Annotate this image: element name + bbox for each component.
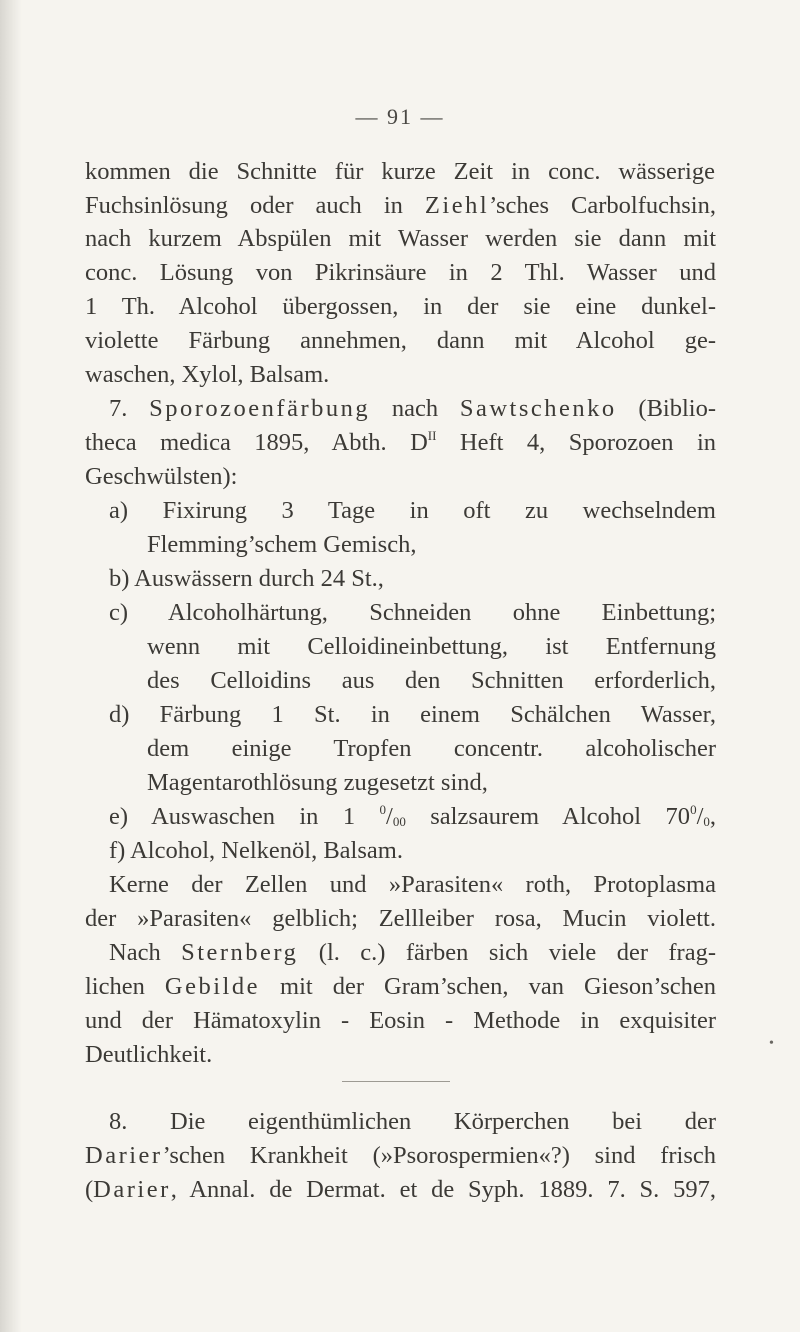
text-segment: , Annal. de Dermat. et de Syph. 1889. 7. S. 597,	[170, 1176, 716, 1203]
text-line	[147, 632, 716, 662]
text-line	[85, 1175, 716, 1205]
text-line	[85, 292, 716, 322]
text-line	[85, 1006, 716, 1036]
text-segment: theca medica 1895, Abth. D	[85, 429, 428, 456]
text-line	[85, 462, 237, 492]
text-line	[85, 1040, 212, 1070]
superscript: 0	[690, 802, 697, 817]
text-line	[147, 734, 716, 764]
text-segment: waschen, Xylol, Balsam.	[85, 361, 330, 388]
spaced-name: Darier	[93, 1176, 171, 1203]
text-segment: violette Färbung annehmen, dann mit Alcohol ge-	[85, 327, 716, 354]
text-line	[109, 598, 716, 628]
text-line	[147, 530, 416, 560]
text-segment: 1 Th. Alcohol übergossen, in der sie eine dunkel-	[85, 293, 716, 320]
text-segment: und der Hämatoxylin - Eosin - Methode in exquisiter	[85, 1007, 716, 1034]
text-segment: nach kurzem Abspülen mit Wasser werden sie dann mit	[85, 225, 716, 252]
text-segment: ’sches Carbolfuchsin,	[489, 192, 716, 219]
text-line	[85, 191, 716, 221]
spaced-name: Gebilde	[164, 973, 260, 1000]
text-line	[147, 768, 488, 798]
text-line	[85, 326, 716, 356]
text-segment: ,	[709, 803, 716, 830]
text-segment: c) Alcoholhärtung, Schneiden ohne Einbettung;	[109, 599, 716, 626]
text-segment: wenn mit Celloidineinbettung, ist Entfernung	[147, 633, 716, 660]
subscript: 00	[392, 814, 406, 829]
text-segment: Kerne der Zellen und »Parasiten« roth, Protoplasma	[109, 871, 716, 898]
text-segment: Geschwülsten):	[85, 463, 238, 490]
text-segment: /	[696, 803, 704, 830]
text-segment: e) Auswaschen in 1	[109, 803, 380, 830]
subscript: 0	[703, 814, 710, 829]
text-line	[85, 258, 716, 288]
text-segment: mit der Gram’schen, van Gieson’schen	[259, 973, 716, 1000]
text-line	[109, 496, 716, 526]
text-segment: Fuchsinlösung oder auch in	[85, 192, 425, 219]
text-line	[85, 157, 715, 187]
text-line	[109, 700, 716, 730]
text-segment: conc. Lösung von Pikrinsäure in 2 Thl. Wasser und	[85, 259, 716, 286]
text-segment: f) Alcohol, Nelkenöl, Balsam.	[109, 837, 403, 864]
text-segment: Heft 4, Sporozoen in	[436, 429, 716, 456]
text-line	[85, 904, 716, 934]
text-segment: Flemming’schem Gemisch,	[147, 531, 417, 558]
text-segment: 8. Die eigenthümlichen Körperchen bei der	[109, 1108, 716, 1135]
text-line	[109, 836, 403, 866]
spaced-name: Sporozoenfärbung	[149, 395, 371, 422]
text-line	[109, 1107, 716, 1137]
page-number: — 91 —	[355, 104, 445, 129]
stray-mark: •	[769, 1036, 774, 1051]
text-segment: d) Färbung 1 St. in einem Schälchen Wasser,	[109, 701, 716, 728]
section-divider	[342, 1081, 450, 1082]
superscript: II	[427, 428, 437, 443]
superscript: 0	[379, 802, 387, 817]
text-line	[85, 1141, 716, 1171]
text-line	[85, 972, 716, 1002]
text-segment: a) Fixirung 3 Tage in oft zu wechselndem	[109, 497, 716, 524]
text-segment: ’schen Krankheit (»Psorospermien«?) sind frisch	[162, 1142, 716, 1169]
text-segment: des Celloidins aus den Schnitten erforderlich,	[147, 667, 716, 694]
text-segment: Nach	[109, 939, 182, 966]
text-segment: lichen	[85, 973, 165, 1000]
text-line	[85, 428, 716, 458]
text-line	[109, 938, 716, 968]
text-segment: (Biblio-	[616, 395, 716, 422]
text-line	[109, 394, 716, 424]
spaced-name: Sternberg	[181, 939, 299, 966]
text-segment: der »Parasiten« gelblich; Zellleiber rosa, Mucin violett.	[85, 905, 716, 932]
text-segment: nach	[370, 395, 460, 422]
spaced-name: Ziehl	[424, 192, 490, 219]
text-segment: kommen die Schnitte für kurze Zeit in conc. wässerige	[85, 158, 715, 185]
spaced-name: Sawtschenko	[459, 395, 617, 422]
text-line	[85, 224, 716, 254]
text-line	[109, 564, 384, 594]
text-segment: Magentarothlösung zugesetzt sind,	[147, 769, 488, 796]
text-segment: /	[386, 803, 393, 830]
text-line	[109, 870, 716, 900]
text-segment: 7.	[109, 395, 150, 422]
text-segment: dem einige Tropfen concentr. alcoholischer	[147, 735, 716, 762]
text-line	[147, 666, 716, 696]
text-segment: (l. c.) färben sich viele der frag-	[298, 939, 716, 966]
text-segment: b) Auswässern durch 24 St.,	[109, 565, 384, 592]
text-line	[85, 360, 329, 390]
text-segment: salzsaurem Alcohol 70	[405, 803, 691, 830]
text-line	[109, 802, 716, 832]
spaced-name: Darier	[85, 1142, 163, 1169]
text-segment: Deutlichkeit.	[85, 1041, 213, 1068]
text-segment: (	[85, 1176, 94, 1203]
